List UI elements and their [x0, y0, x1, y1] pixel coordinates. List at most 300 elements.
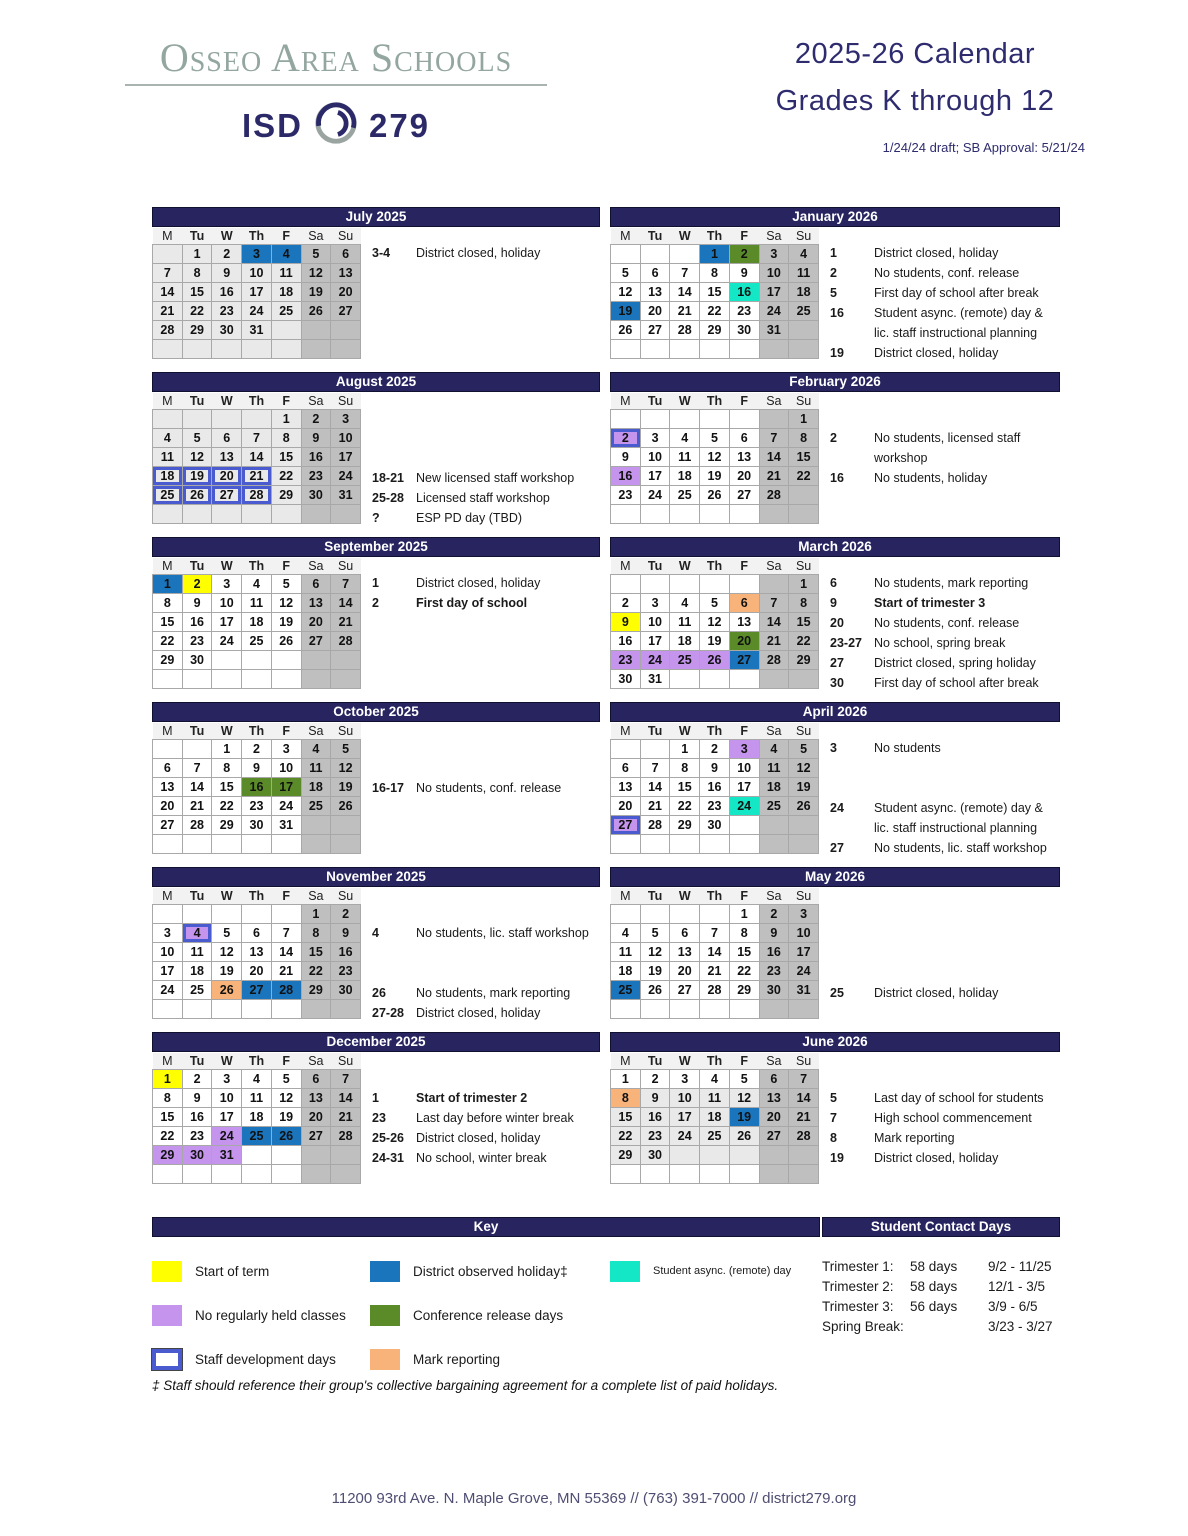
month-block: [610, 702, 1060, 859]
day-header-row: [153, 723, 361, 739]
calendar-note: [830, 1151, 998, 1166]
day-cell: 13: [640, 282, 670, 301]
day-cell: [212, 999, 242, 1018]
calendar-week-row: [611, 961, 819, 980]
note-date: 24: [830, 801, 844, 815]
day-cell: 1: [182, 244, 212, 263]
day-cell: 13: [670, 942, 700, 961]
key-item: [370, 1303, 610, 1327]
month-body: [610, 723, 1060, 854]
day-cell: 23: [182, 1126, 212, 1145]
calendar-week-row: [153, 320, 361, 339]
day-cell: 2: [182, 574, 212, 593]
day-cell: [759, 409, 789, 428]
day-cell: 27: [301, 1126, 331, 1145]
calendar-week-row: [153, 923, 361, 942]
month-body: [152, 558, 600, 689]
day-cell: [301, 1164, 331, 1183]
day-cell: 3: [153, 923, 183, 942]
day-cell: 20: [153, 796, 183, 815]
calendar-week-row: [611, 574, 819, 593]
month-title: December 2025: [152, 1032, 600, 1052]
day-cell: 12: [640, 942, 670, 961]
day-header-row: [153, 558, 361, 574]
contact-days-count: 58 days: [910, 1259, 958, 1274]
day-of-week-header: Sa: [759, 1053, 789, 1069]
day-cell: 5: [700, 593, 730, 612]
day-cell: [789, 834, 819, 853]
day-cell: 9: [759, 923, 789, 942]
note-description: First day of school after break: [874, 676, 1039, 690]
note-description: lic. staff instructional planning: [874, 326, 1038, 340]
calendar-week-row: [153, 1145, 361, 1164]
day-cell: 18: [611, 961, 641, 980]
day-of-week-header: F: [271, 393, 301, 409]
note-date: 24-31: [372, 1151, 404, 1165]
month-title: March 2026: [610, 537, 1060, 557]
day-of-week-header: F: [729, 723, 759, 739]
day-cell: 12: [212, 942, 242, 961]
contact-date-range: 9/2 - 11/25: [988, 1259, 1052, 1274]
day-cell: [271, 1164, 301, 1183]
note-description: No students, holiday: [874, 471, 988, 485]
note-description: District closed, holiday: [874, 346, 999, 360]
note-date: 1: [372, 576, 379, 590]
contact-days-count: 58 days: [910, 1279, 958, 1294]
month-body: [152, 1053, 600, 1184]
day-cell: 17: [670, 1107, 700, 1126]
contact-days-count: [910, 1317, 980, 1337]
day-cell: [611, 739, 641, 758]
day-of-week-header: Su: [789, 723, 819, 739]
calendar-week-row: [611, 339, 819, 358]
day-cell: 26: [182, 485, 212, 504]
district-address-footer: 11200 93rd Ave. N. Maple Grove, MN 55369 // (763) 391-7000 // district279.org: [331, 1490, 857, 1507]
note-description: No students, conf. release: [874, 616, 1020, 630]
day-cell: 23: [301, 466, 331, 485]
day-cell: 24: [759, 301, 789, 320]
day-cell: [301, 834, 331, 853]
note-date: 7: [830, 1111, 837, 1125]
note-description: First day of school: [416, 596, 528, 610]
day-cell: 3: [212, 1069, 242, 1088]
day-cell: 28: [789, 1126, 819, 1145]
key-section: [152, 1217, 820, 1371]
calendar-week-row: [153, 485, 361, 504]
day-of-week-header: Tu: [640, 723, 670, 739]
day-cell: 12: [331, 758, 361, 777]
legend-label: Mark reporting: [413, 1351, 501, 1367]
day-cell: [789, 504, 819, 523]
day-cell: 15: [729, 942, 759, 961]
day-cell: 19: [700, 631, 730, 650]
day-cell: [611, 574, 641, 593]
day-cell: 15: [212, 777, 242, 796]
day-of-week-header: M: [611, 1053, 641, 1069]
day-cell: 14: [789, 1088, 819, 1107]
day-of-week-header: Th: [700, 888, 730, 904]
calendar-note: [830, 801, 1043, 816]
month-notes: [830, 723, 1060, 854]
day-cell: [789, 339, 819, 358]
day-of-week-header: M: [153, 723, 183, 739]
day-cell: [153, 244, 183, 263]
month-table: [152, 228, 361, 359]
day-cell: 22: [153, 1126, 183, 1145]
calendar-note: [830, 1131, 955, 1146]
day-cell: 27: [212, 485, 242, 504]
calendar-note: [372, 491, 550, 506]
day-cell: 5: [700, 428, 730, 447]
day-cell: [670, 1164, 700, 1183]
day-of-week-header: Sa: [301, 888, 331, 904]
day-cell: 7: [182, 758, 212, 777]
day-cell: 24: [212, 631, 242, 650]
day-cell: 23: [182, 631, 212, 650]
month-notes: [830, 888, 1060, 1019]
calendar-week-row: [611, 999, 819, 1018]
day-cell: [331, 1145, 361, 1164]
day-cell: 8: [789, 428, 819, 447]
day-cell: [700, 504, 730, 523]
day-cell: 10: [271, 758, 301, 777]
day-cell: [759, 1145, 789, 1164]
day-cell: [331, 339, 361, 358]
day-cell: 9: [242, 758, 272, 777]
day-cell: 19: [789, 777, 819, 796]
month-block: [610, 372, 1060, 529]
day-cell: 25: [670, 485, 700, 504]
key-item: [152, 1347, 370, 1371]
day-cell: 10: [640, 612, 670, 631]
day-header-row: [611, 393, 819, 409]
day-cell: 15: [789, 612, 819, 631]
day-cell: 19: [640, 961, 670, 980]
day-cell: [301, 320, 331, 339]
contact-term-label: Spring Break:: [822, 1319, 904, 1334]
day-cell: 20: [301, 612, 331, 631]
day-cell: 9: [331, 923, 361, 942]
day-cell: 8: [670, 758, 700, 777]
calendar-note: [830, 841, 1047, 856]
note-date: 19: [830, 346, 844, 360]
day-cell: [331, 815, 361, 834]
note-date: ?: [372, 511, 380, 525]
day-cell: [301, 815, 331, 834]
day-of-week-header: W: [670, 558, 700, 574]
legend-label: Start of term: [195, 1263, 270, 1279]
month-table: [610, 393, 819, 524]
day-cell: 26: [611, 320, 641, 339]
day-cell: 13: [301, 1088, 331, 1107]
note-description: workshop: [874, 451, 928, 465]
note-date: [830, 821, 874, 836]
day-cell: [611, 999, 641, 1018]
day-cell: [242, 904, 272, 923]
day-of-week-header: W: [212, 1053, 242, 1069]
day-cell: [759, 669, 789, 688]
day-cell: 1: [153, 1069, 183, 1088]
day-cell: 11: [670, 612, 700, 631]
day-cell: [729, 1164, 759, 1183]
contact-term-label: Trimester 3:: [822, 1299, 894, 1314]
day-of-week-header: Th: [700, 723, 730, 739]
day-cell: 25: [242, 1126, 272, 1145]
day-cell: 14: [271, 942, 301, 961]
day-of-week-header: W: [670, 888, 700, 904]
note-date: 2: [372, 596, 379, 610]
calendar-week-row: [611, 485, 819, 504]
day-cell: 14: [759, 612, 789, 631]
day-cell: [153, 904, 183, 923]
day-cell: 3: [242, 244, 272, 263]
month-table: [610, 888, 819, 1019]
day-cell: 21: [271, 961, 301, 980]
calendar-week-row: [611, 1164, 819, 1183]
day-cell: 4: [242, 574, 272, 593]
calendar-week-row: [153, 815, 361, 834]
day-cell: 19: [182, 466, 212, 485]
day-cell: 5: [640, 923, 670, 942]
calendar-week-row: [611, 301, 819, 320]
day-cell: [242, 504, 272, 523]
day-cell: 4: [700, 1069, 730, 1088]
calendar-week-row: [153, 942, 361, 961]
day-cell: [700, 904, 730, 923]
contact-term-label: Trimester 1:: [822, 1259, 894, 1274]
day-cell: 6: [759, 1069, 789, 1088]
day-cell: 21: [759, 466, 789, 485]
day-cell: 8: [789, 593, 819, 612]
note-date: 1: [830, 246, 837, 260]
day-header-row: [153, 888, 361, 904]
note-description: No students: [874, 741, 941, 755]
day-cell: [242, 339, 272, 358]
note-date: [830, 451, 874, 466]
calendar-week-row: [153, 669, 361, 688]
day-cell: 27: [153, 815, 183, 834]
day-cell: 23: [212, 301, 242, 320]
day-of-week-header: Sa: [759, 723, 789, 739]
day-cell: [640, 244, 670, 263]
day-cell: [611, 244, 641, 263]
day-header-row: [153, 228, 361, 244]
key-item: [152, 1259, 370, 1283]
day-cell: [729, 574, 759, 593]
day-cell: 6: [729, 428, 759, 447]
calendar-week-row: [153, 1088, 361, 1107]
day-cell: 26: [700, 650, 730, 669]
day-cell: 24: [331, 466, 361, 485]
swoosh-logo-icon: [313, 100, 359, 151]
day-of-week-header: M: [153, 558, 183, 574]
day-cell: 8: [729, 923, 759, 942]
day-cell: 1: [611, 1069, 641, 1088]
day-cell: 6: [640, 263, 670, 282]
day-cell: 27: [729, 485, 759, 504]
day-cell: 11: [611, 942, 641, 961]
calendar-note: [372, 511, 522, 526]
day-of-week-header: W: [212, 723, 242, 739]
day-cell: 22: [153, 631, 183, 650]
calendar-week-row: [153, 1126, 361, 1145]
calendar-week-row: [611, 593, 819, 612]
day-cell: 28: [242, 485, 272, 504]
day-cell: 23: [640, 1126, 670, 1145]
day-cell: 15: [182, 282, 212, 301]
day-of-week-header: F: [271, 1053, 301, 1069]
calendar-note: [830, 616, 1019, 631]
calendar-title: 2025-26 Calendar: [794, 38, 1036, 70]
month-table: [610, 558, 819, 689]
day-of-week-header: Su: [331, 723, 361, 739]
day-cell: [242, 1164, 272, 1183]
day-cell: 25: [789, 301, 819, 320]
day-cell: 9: [640, 1088, 670, 1107]
day-cell: 12: [301, 263, 331, 282]
day-cell: 1: [271, 409, 301, 428]
day-cell: 4: [611, 923, 641, 942]
title-block: [745, 38, 1085, 155]
day-of-week-header: Sa: [301, 558, 331, 574]
note-date: 9: [830, 596, 837, 610]
day-cell: [301, 669, 331, 688]
calendar-week-row: [611, 834, 819, 853]
day-cell: 14: [640, 777, 670, 796]
day-cell: [611, 1164, 641, 1183]
key-legend-grid: [152, 1259, 820, 1371]
note-description: Student async. (remote) day &: [874, 801, 1043, 815]
month-title: May 2026: [610, 867, 1060, 887]
day-cell: 28: [759, 650, 789, 669]
day-cell: 5: [182, 428, 212, 447]
day-cell: 25: [242, 631, 272, 650]
note-description: Student async. (remote) day &: [874, 306, 1043, 320]
day-cell: [331, 650, 361, 669]
day-cell: 12: [789, 758, 819, 777]
day-cell: 25: [759, 796, 789, 815]
calendar-week-row: [611, 1107, 819, 1126]
day-cell: 5: [212, 923, 242, 942]
calendar-week-row: [153, 834, 361, 853]
calendar-week-row: [611, 1069, 819, 1088]
contact-date-range: 3/9 - 6/5: [988, 1299, 1038, 1314]
day-cell: [182, 409, 212, 428]
contact-days-row: [822, 1257, 1060, 1277]
day-cell: 16: [700, 777, 730, 796]
day-cell: [729, 815, 759, 834]
month-table: [152, 558, 361, 689]
day-cell: 3: [331, 409, 361, 428]
day-cell: [611, 409, 641, 428]
day-cell: [271, 669, 301, 688]
day-cell: 5: [301, 244, 331, 263]
day-cell: [301, 504, 331, 523]
day-cell: [700, 409, 730, 428]
contact-days-row: [822, 1277, 1060, 1297]
day-of-week-header: W: [670, 393, 700, 409]
day-cell: 14: [242, 447, 272, 466]
day-of-week-header: Tu: [182, 723, 212, 739]
day-of-week-header: Th: [700, 228, 730, 244]
day-cell: 24: [212, 1126, 242, 1145]
day-cell: 4: [301, 739, 331, 758]
month-table: [152, 1053, 361, 1184]
day-cell: 7: [153, 263, 183, 282]
month-notes: [372, 1053, 600, 1184]
day-cell: 10: [670, 1088, 700, 1107]
note-description: No school, spring break: [874, 636, 1006, 650]
day-cell: 16: [640, 1107, 670, 1126]
day-cell: [759, 339, 789, 358]
calendar-week-row: [611, 777, 819, 796]
calendar-week-row: [611, 244, 819, 263]
day-cell: [789, 815, 819, 834]
calendar-week-row: [153, 980, 361, 999]
day-cell: 26: [271, 631, 301, 650]
day-cell: 13: [759, 1088, 789, 1107]
day-cell: 7: [331, 574, 361, 593]
note-description: Start of trimester 2: [416, 1091, 528, 1105]
month-title: January 2026: [610, 207, 1060, 227]
day-cell: 7: [759, 593, 789, 612]
legend-swatch: [370, 1305, 400, 1326]
day-cell: [670, 574, 700, 593]
day-cell: 4: [271, 244, 301, 263]
note-date: 23: [372, 1111, 386, 1125]
month-body: [152, 228, 600, 359]
day-cell: 17: [640, 466, 670, 485]
note-description: District closed, holiday: [416, 576, 541, 590]
day-cell: 23: [759, 961, 789, 980]
day-cell: 28: [331, 1126, 361, 1145]
calendar-week-row: [153, 739, 361, 758]
calendar-week-row: [611, 1145, 819, 1164]
contact-date-range: 3/23 - 3/27: [988, 1319, 1053, 1334]
calendar-week-row: [153, 650, 361, 669]
day-cell: 18: [700, 1107, 730, 1126]
day-cell: 21: [789, 1107, 819, 1126]
day-cell: 9: [212, 263, 242, 282]
student-contact-days-section: [822, 1217, 1060, 1337]
calendar-note: [830, 346, 998, 361]
day-cell: 20: [212, 466, 242, 485]
day-cell: [700, 574, 730, 593]
day-cell: 30: [182, 650, 212, 669]
day-cell: 10: [729, 758, 759, 777]
day-cell: 20: [301, 1107, 331, 1126]
day-cell: [153, 669, 183, 688]
note-description: District closed, holiday: [874, 986, 999, 1000]
calendar-week-row: [153, 758, 361, 777]
day-of-week-header: M: [611, 228, 641, 244]
day-cell: 5: [271, 1069, 301, 1088]
day-of-week-header: Su: [331, 228, 361, 244]
note-description: District closed, holiday: [874, 1151, 999, 1165]
day-cell: 21: [759, 631, 789, 650]
day-cell: [670, 409, 700, 428]
day-cell: 27: [759, 1126, 789, 1145]
day-cell: [759, 1164, 789, 1183]
day-cell: 21: [331, 612, 361, 631]
month-table: [152, 723, 361, 854]
day-cell: 10: [242, 263, 272, 282]
day-cell: 22: [729, 961, 759, 980]
calendar-note: [372, 596, 527, 611]
day-cell: 15: [153, 612, 183, 631]
note-description: District closed, spring holiday: [874, 656, 1036, 670]
calendar-week-row: [611, 758, 819, 777]
